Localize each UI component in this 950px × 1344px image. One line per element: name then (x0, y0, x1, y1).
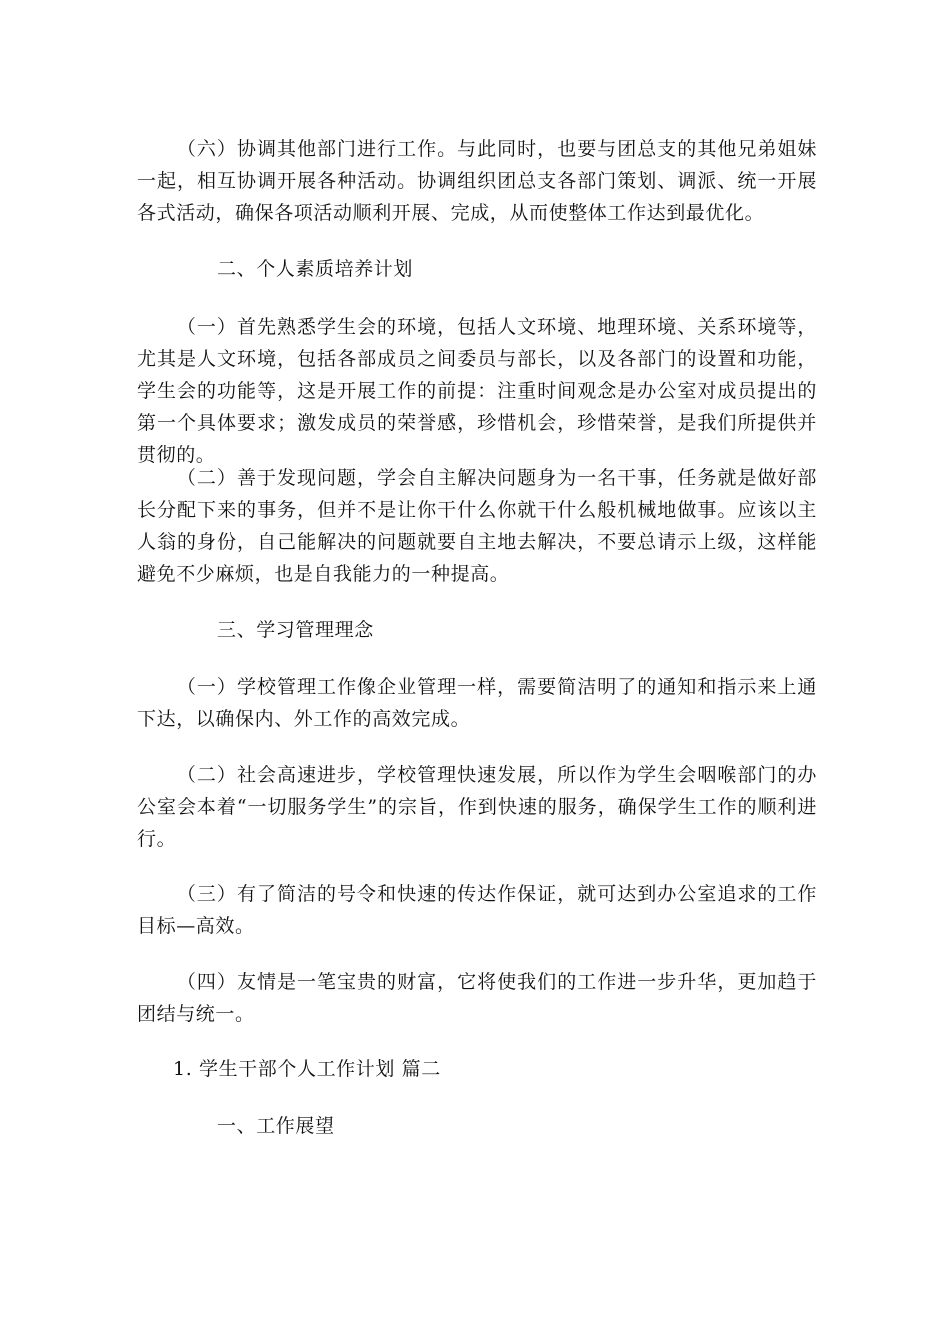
article-heading-part-two (137, 1053, 817, 1085)
section-heading-personal-quality (137, 253, 817, 285)
paragraph-friendship (137, 966, 817, 1030)
paragraph-text: （一）学校管理工作像企业管理一样，需要简洁明了的通知和指示来上通下达，以确保内、外工作的高效完成。 (137, 676, 817, 730)
paragraph-familiarize-environment (137, 311, 817, 471)
paragraph-school-management (137, 671, 817, 735)
paragraph-text: （二）社会高速进步，学校管理快速发展，所以作为学生会咽喉部门的办公室会本着“一切服务学生”的宗旨，作到快速的服务，确保学生工作的顺利进行。 (137, 764, 817, 850)
section-heading-management-concepts (137, 614, 817, 646)
paragraph-coordinate-departments (137, 133, 817, 229)
paragraph-text: （六）协调其他部门进行工作。与此同时，也要与团总支的其他兄弟姐妹一起，相互协调开展各种活动。协调组织团总支各部门策划、调派、统一开展各式活动，确保各项活动顺利开展、完成，从而使整体工作达到最优化。 (137, 138, 817, 224)
paragraph-concise-orders (137, 878, 817, 942)
heading-text: 1. 学生干部个人工作计划 篇二 (173, 1058, 441, 1080)
paragraph-social-progress (137, 759, 817, 855)
paragraph-discover-problems (137, 462, 817, 590)
heading-text: 一、工作展望 (217, 1115, 335, 1137)
heading-text: 三、学习管理理念 (217, 619, 374, 641)
paragraph-text: （四）友情是一笔宝贵的财富，它将使我们的工作进一步升华，更加趋于团结与统一。 (137, 971, 817, 1025)
paragraph-text: （一）首先熟悉学生会的环境，包括人文环境、地理环境、关系环境等，尤其是人文环境，包括各部成员之间委员与部长，以及各部门的设置和功能，学生会的功能等，这是开展工作的前提：注重时间观念是办公室对成员提出的第一个具体要求；激发成员的荣誉感，珍惜机会，珍惜荣誉，是我们所提供并贯彻的。 (137, 316, 817, 466)
section-heading-work-outlook (137, 1110, 817, 1142)
paragraph-text: （二）善于发现问题，学会自主解决问题身为一名干事，任务就是做好部长分配下来的事务，但并不是让你干什么你就干什么般机械地做事。应该以主人翁的身份，自己能解决的问题就要自主地去解决，不要总请示上级，这样能避免不少麻烦，也是自我能力的一种提高。 (137, 467, 817, 585)
paragraph-text: （三）有了简洁的号令和快速的传达作保证，就可达到办公室追求的工作目标—高效。 (137, 883, 817, 937)
heading-text: 二、个人素质培养计划 (217, 258, 414, 280)
